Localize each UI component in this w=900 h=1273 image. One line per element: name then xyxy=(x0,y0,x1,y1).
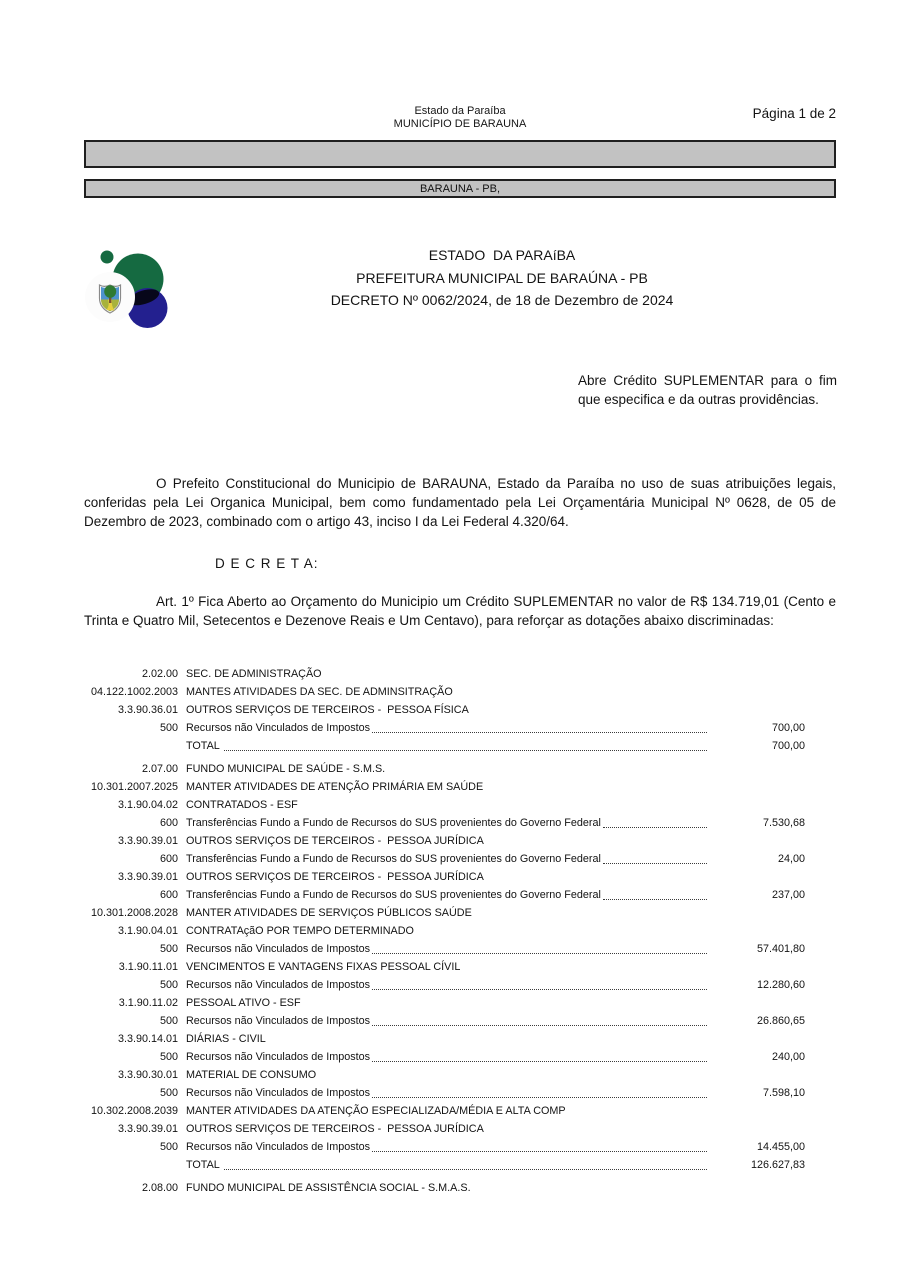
header-bar-city-text: BARAUNA - PB, xyxy=(419,182,501,195)
row-description: OUTROS SERVIÇOS DE TERCEIROS - PESSOA JURÍDICA xyxy=(186,1123,484,1135)
row-description: Recursos não Vinculados de Impostos xyxy=(186,1087,371,1099)
table-row xyxy=(84,850,836,868)
table-row xyxy=(84,683,836,701)
row-value: 126.627,83 xyxy=(750,1159,805,1171)
table-row xyxy=(84,904,836,922)
row-description: FUNDO MUNICIPAL DE SAÚDE - S.M.S. xyxy=(186,763,386,775)
budget-table xyxy=(84,660,836,1197)
table-row xyxy=(84,994,836,1012)
row-value: 7.598,10 xyxy=(762,1087,805,1099)
table-row xyxy=(84,922,836,940)
dotted-leader xyxy=(372,989,707,990)
row-code xyxy=(84,1156,178,1174)
row-code: 500 xyxy=(159,979,178,991)
row-value: 240,00 xyxy=(771,1051,805,1063)
row-value: 12.280,60 xyxy=(756,979,805,991)
table-row xyxy=(84,1066,836,1084)
row-code: 3.3.90.36.01 xyxy=(117,704,178,716)
row-value: 24,00 xyxy=(777,853,805,865)
table-row xyxy=(84,814,836,832)
row-code: 2.07.00 xyxy=(141,763,178,775)
row-code: 3.3.90.39.01 xyxy=(117,1123,178,1135)
table-row xyxy=(84,1156,836,1174)
row-code: 3.3.90.39.01 xyxy=(117,835,178,847)
municipality-line: MUNICÍPIO DE BARAUNA xyxy=(393,118,527,130)
table-row xyxy=(84,760,836,778)
row-code: 500 xyxy=(159,1015,178,1027)
row-value: 237,00 xyxy=(771,889,805,901)
row-description: Recursos não Vinculados de Impostos xyxy=(186,943,371,955)
table-row xyxy=(84,665,836,683)
table-row xyxy=(84,832,836,850)
row-code: 500 xyxy=(159,722,178,734)
row-value: 14.455,00 xyxy=(756,1141,805,1153)
table-row xyxy=(84,976,836,994)
dotted-leader xyxy=(603,899,707,900)
table-row xyxy=(84,778,836,796)
state-line: Estado da Paraíba xyxy=(414,105,506,117)
dotted-leader xyxy=(603,863,707,864)
page-header xyxy=(84,105,836,131)
row-code: 500 xyxy=(159,1087,178,1099)
row-description: OUTROS SERVIÇOS DE TERCEIROS - PESSOA JURÍDICA xyxy=(186,835,484,847)
row-code: 3.3.90.39.01 xyxy=(117,871,178,883)
page-indicator: Página 1 de 2 xyxy=(752,106,836,121)
table-row xyxy=(84,1084,836,1102)
table-row xyxy=(84,886,836,904)
decree-heading: D E C R E T A: xyxy=(215,556,319,571)
table-row xyxy=(84,958,836,976)
table-row xyxy=(84,1030,836,1048)
row-description: OUTROS SERVIÇOS DE TERCEIROS - PESSOA FÍSICA xyxy=(186,704,469,716)
row-description: MANTER ATIVIDADES DE SERVIÇOS PÚBLICOS SAÚDE xyxy=(186,907,472,919)
row-value: 26.860,65 xyxy=(756,1015,805,1027)
row-value: 7.530,68 xyxy=(762,817,805,829)
dotted-leader xyxy=(224,1169,707,1170)
row-description: Transferências Fundo a Fundo de Recursos do SUS provenientes do Governo Federal xyxy=(186,853,601,865)
table-row xyxy=(84,940,836,958)
row-code: 3.3.90.14.01 xyxy=(117,1033,178,1045)
row-description: MATERIAL DE CONSUMO xyxy=(186,1069,317,1081)
table-row xyxy=(84,1138,836,1156)
row-code: 04.122.1002.2003 xyxy=(90,686,178,698)
row-description: MANTER ATIVIDADES DE ATENÇÃO PRIMÁRIA EM SAÚDE xyxy=(186,781,484,793)
row-code: 600 xyxy=(159,853,178,865)
row-code: 500 xyxy=(159,1051,178,1063)
row-code: 2.08.00 xyxy=(141,1182,178,1194)
row-description: CONTRATAçãO POR TEMPO DETERMINADO xyxy=(186,925,414,937)
row-description: Recursos não Vinculados de Impostos xyxy=(186,722,371,734)
row-description: TOTAL xyxy=(186,740,223,752)
summary-clause: Abre Crédito SUPLEMENTAR para o fim que especifica e da outras providências. xyxy=(578,373,837,407)
row-description: PESSOAL ATIVO - ESF xyxy=(186,997,301,1009)
table-row xyxy=(84,1102,836,1120)
row-code: 500 xyxy=(159,1141,178,1153)
row-code: 3.1.90.04.02 xyxy=(117,799,178,811)
row-code: 10.301.2008.2028 xyxy=(90,907,178,919)
row-code: 3.1.90.11.02 xyxy=(118,997,178,1009)
row-code: 10.302.2008.2039 xyxy=(90,1105,178,1117)
row-description: Recursos não Vinculados de Impostos xyxy=(186,1015,371,1027)
row-description: CONTRATADOS - ESF xyxy=(186,799,298,811)
article-1-paragraph: Art. 1º Fica Aberto ao Orçamento do Municipio um Crédito SUPLEMENTAR no valor de R$ 134.719,01 (Cento e Trinta e Quatro Mil, Setecentos e Dezenove Reais e Um Centavo), para reforçar as dotações abaixo discriminadas: xyxy=(84,594,836,628)
table-row xyxy=(84,737,836,755)
row-code xyxy=(84,737,178,755)
row-description: Recursos não Vinculados de Impostos xyxy=(186,1051,371,1063)
row-description: Transferências Fundo a Fundo de Recursos do SUS provenientes do Governo Federal xyxy=(186,889,601,901)
row-description: FUNDO MUNICIPAL DE ASSISTÊNCIA SOCIAL - S.M.A.S. xyxy=(186,1182,471,1194)
row-description: Transferências Fundo a Fundo de Recursos do SUS provenientes do Governo Federal xyxy=(186,817,601,829)
table-row xyxy=(84,1048,836,1066)
row-value: 700,00 xyxy=(771,722,805,734)
title-line-prefeitura: PREFEITURA MUNICIPAL DE BARAÚNA - PB xyxy=(356,269,648,286)
row-code: 3.1.90.04.01 xyxy=(117,925,178,937)
row-description: VENCIMENTOS E VANTAGENS FIXAS PESSOAL CÍVIL xyxy=(186,961,461,973)
row-code: 500 xyxy=(159,943,178,955)
dotted-leader xyxy=(372,1151,707,1152)
row-description: MANTER ATIVIDADES DA ATENÇÃO ESPECIALIZADA/MÉDIA E ALTA COMP xyxy=(186,1105,566,1117)
row-value: 700,00 xyxy=(771,740,805,752)
row-description: Recursos não Vinculados de Impostos xyxy=(186,979,371,991)
table-row xyxy=(84,701,836,719)
row-description: TOTAL xyxy=(186,1159,223,1171)
table-row xyxy=(84,796,836,814)
dotted-leader xyxy=(603,827,707,828)
dotted-leader xyxy=(372,953,707,954)
row-value: 57.401,80 xyxy=(756,943,805,955)
table-row xyxy=(84,1120,836,1138)
row-code: 3.3.90.30.01 xyxy=(117,1069,178,1081)
title-line-state: ESTADO DA PARAíBA xyxy=(428,247,576,263)
dotted-leader xyxy=(372,1025,707,1026)
table-row xyxy=(84,719,836,737)
title-block xyxy=(168,244,836,312)
row-description: SEC. DE ADMINISTRAÇÃO xyxy=(186,668,322,680)
table-row xyxy=(84,1179,836,1197)
header-bar-city xyxy=(84,179,836,198)
title-line-decreto: DECRETO Nº 0062/2024, de 18 de Dezembro de 2024 xyxy=(330,292,674,308)
row-code: 10.301.2007.2025 xyxy=(90,781,178,793)
row-code: 2.02.00 xyxy=(141,668,178,680)
row-description: OUTROS SERVIÇOS DE TERCEIROS - PESSOA JURÍDICA xyxy=(186,871,484,883)
dotted-leader xyxy=(372,1061,707,1062)
row-description: Recursos não Vinculados de Impostos xyxy=(186,1141,371,1153)
header-bar-empty xyxy=(84,140,836,168)
table-row xyxy=(84,868,836,886)
dotted-leader xyxy=(224,750,707,751)
table-row xyxy=(84,1012,836,1030)
dotted-leader xyxy=(372,1097,707,1098)
preamble-paragraph: O Prefeito Constitucional do Municipio de BARAUNA, Estado da Paraíba no uso de suas atribuições legais, conferidas pela Lei Organica Municipal, bem como fundamentado pela Lei Orçamentária Municipal Nº 0628, de 05 de Dezembro de 2023, combinado com o artigo 43, inciso I da Lei Federal 4.320/64. xyxy=(84,476,836,529)
municipal-coat-of-arms-icon xyxy=(80,241,172,336)
row-code: 600 xyxy=(159,817,178,829)
dotted-leader xyxy=(372,732,707,733)
row-code: 600 xyxy=(159,889,178,901)
row-description: MANTES ATIVIDADES DA SEC. DE ADMINSITRAÇÃO xyxy=(186,686,453,698)
row-description: DIÁRIAS - CIVIL xyxy=(186,1033,266,1045)
row-code: 3.1.90.11.01 xyxy=(118,961,178,973)
